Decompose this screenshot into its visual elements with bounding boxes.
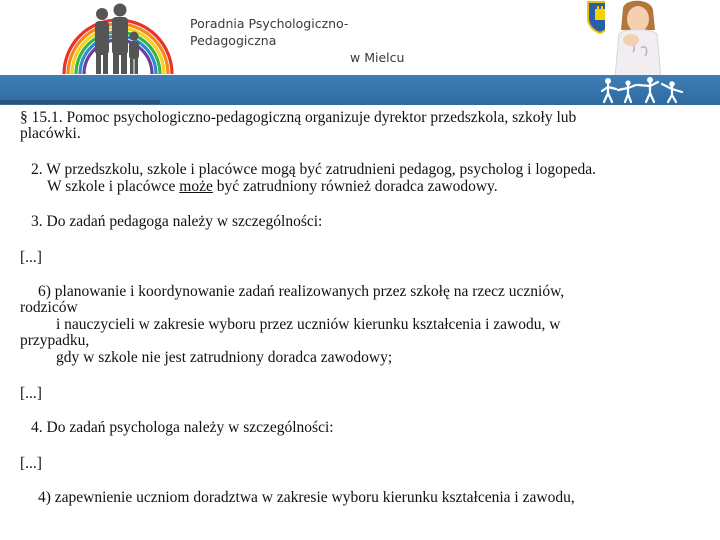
paragraph-2-line2-start: W szkole i placówce xyxy=(47,178,180,195)
org-name-line1: Poradnia Psychologiczno-Pedagogiczna xyxy=(190,16,349,48)
rainbow-family-logo-icon xyxy=(58,0,178,75)
paragraph-15-1-line2: placówki. xyxy=(20,125,81,142)
header xyxy=(0,0,720,100)
item-6-line1: 6) planowanie i koordynowanie zadań realizowanych przez szkołę na rzecz uczniów, xyxy=(38,283,565,300)
item-6-line4: przypadku, xyxy=(20,332,90,349)
item-6-line3: i nauczycieli w zakresie wyboru przez uczniów kierunku kształcenia i zawodu, w xyxy=(56,316,561,333)
girl-photo-icon xyxy=(605,0,675,78)
org-name-line2: w Mielcu xyxy=(350,50,405,65)
item-6-line2: rodziców xyxy=(20,299,78,316)
ellipsis-2: [...] xyxy=(20,385,42,402)
paragraph-3: 3. Do zadań pedagoga należy w szczególności: xyxy=(31,213,323,230)
item-4-4: 4) zapewnienie uczniom doradztwa w zakresie wyboru kierunku kształcenia i zawodu, xyxy=(38,489,575,506)
paragraph-4: 4. Do zadań psychologa należy w szczególności: xyxy=(31,419,334,436)
header-band-accent xyxy=(0,100,160,104)
item-6-line5: gdy w szkole nie jest zatrudniony doradca zawodowy; xyxy=(56,349,393,366)
organization-name xyxy=(190,15,430,66)
paragraph-2-underlined-word: może xyxy=(179,178,213,195)
ellipsis-3: [...] xyxy=(20,455,42,472)
paragraph-2-line1: 2. W przedszkolu, szkole i placówce mogą być zatrudnieni pedagog, psycholog i logopeda. xyxy=(31,161,597,178)
paragraph-15-1-line1: § 15.1. Pomoc psychologiczno-pedagogiczną organizuje dyrektor przedszkola, szkoły lub xyxy=(20,109,577,126)
family-silhouettes-icon xyxy=(598,76,693,104)
paragraph-2-line2 xyxy=(47,179,498,195)
paragraph-2-line2-end: być zatrudniony również doradca zawodowy. xyxy=(212,178,498,195)
ellipsis-1: [...] xyxy=(20,249,42,266)
